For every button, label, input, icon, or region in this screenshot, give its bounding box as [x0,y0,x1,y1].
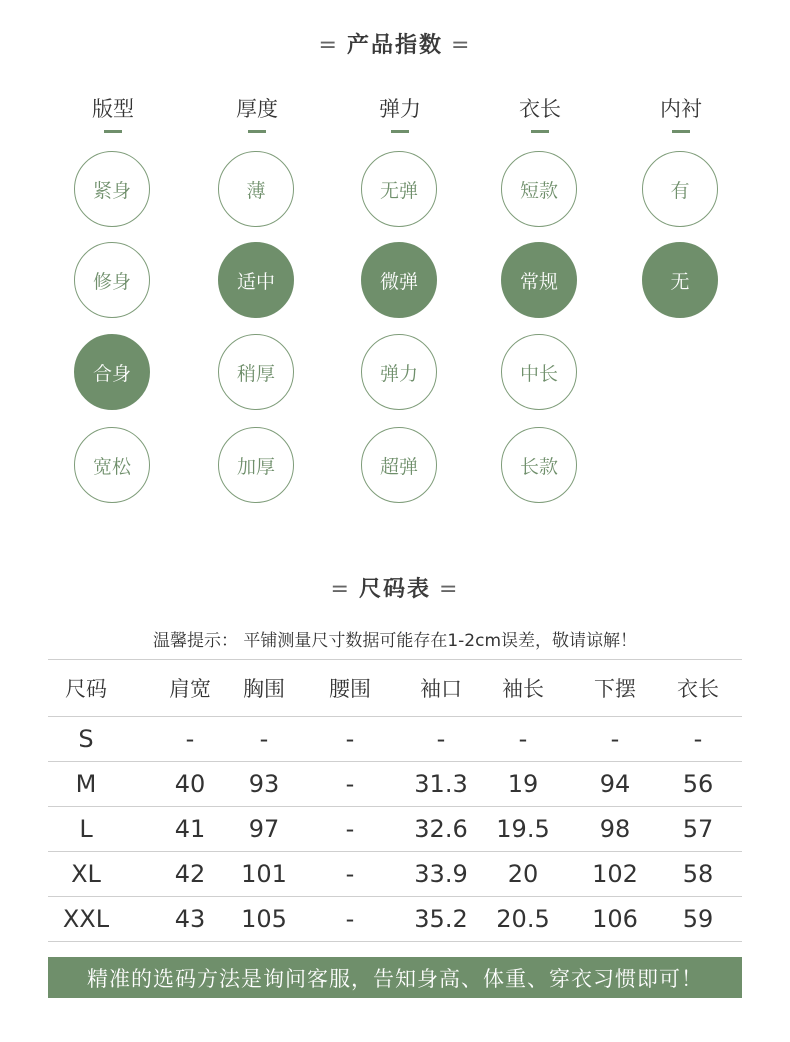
index-column-underline [391,130,409,133]
table-cell: 57 [682,815,714,843]
index-column [641,96,721,293]
table-cell: 102 [592,860,638,888]
title-decoration-left: = [330,577,351,602]
table-header-cell: 尺码 [65,677,107,701]
table-row [48,806,742,851]
table-cell: 97 [248,815,280,843]
table-cell: 43 [174,905,206,933]
table-cell: 101 [241,860,287,888]
index-option-selected: 适中 [218,242,294,318]
index-option-selected: 常规 [501,242,577,318]
index-option: 修身 [74,242,150,318]
table-cell: - [345,725,355,753]
index-column-underline [248,130,266,133]
table-cell: 42 [174,860,206,888]
index-option: 弹力 [361,334,437,410]
table-header-cell: 衣长 [677,677,719,701]
index-option: 无弹 [361,151,437,227]
index-column [217,96,297,478]
table-cell: - [436,725,446,753]
table-cell: - [610,725,620,753]
index-option-selected: 合身 [74,334,150,410]
index-option: 宽松 [74,427,150,503]
table-cell: - [693,725,703,753]
table-cell: - [185,725,195,753]
index-option: 中长 [501,334,577,410]
size-table [48,659,742,942]
table-cell: 32.6 [414,815,468,843]
index-option: 长款 [501,427,577,503]
table-cell: 33.9 [414,860,468,888]
index-column-underline [531,130,549,133]
size-chart-title [0,572,790,603]
table-header-cell: 下摆 [594,677,636,701]
index-column-title: 内衬 [660,97,702,121]
title-decoration-right: = [451,33,472,58]
index-column-title: 厚度 [236,97,278,121]
index-option-selected: 微弹 [361,242,437,318]
table-cell: 40 [174,770,206,798]
table-cell: 19 [507,770,539,798]
table-cell: 106 [592,905,638,933]
table-row [48,851,742,896]
index-column-title: 弹力 [379,97,421,121]
index-option: 紧身 [74,151,150,227]
table-cell: 105 [241,905,287,933]
title-decoration-left: = [318,33,339,58]
table-cell: 56 [682,770,714,798]
table-cell: M [75,770,97,798]
title-decoration-right: = [439,577,460,602]
product-index-grid [0,96,790,516]
measurement-tip: 温馨提示： 平铺测量尺寸数据可能存在1-2cm误差，敬请谅解！ [152,631,638,651]
index-column [73,96,153,478]
table-cell: 58 [682,860,714,888]
sizing-advice-banner: 精准的选码方法是询问客服，告知身高、体重、穿衣习惯即可！ [48,957,742,998]
table-cell: XXL [62,905,110,933]
table-cell: - [345,815,355,843]
table-header-cell: 肩宽 [169,677,211,701]
index-column [360,96,440,478]
table-cell: 41 [174,815,206,843]
index-option: 有 [642,151,718,227]
table-cell: - [345,860,355,888]
index-column-title: 衣长 [519,97,561,121]
table-row [48,761,742,806]
table-row [48,896,742,942]
table-cell: 98 [599,815,631,843]
index-column-title: 版型 [92,97,134,121]
table-cell: 94 [599,770,631,798]
table-cell: XL [71,860,101,888]
index-option: 短款 [501,151,577,227]
table-cell: 35.2 [414,905,468,933]
table-header-row [48,659,742,716]
table-cell: 59 [682,905,714,933]
table-row [48,716,742,761]
table-cell: 19.5 [496,815,550,843]
table-cell: 20.5 [496,905,550,933]
index-option-selected: 无 [642,242,718,318]
product-index-title-text: 产品指数 [346,33,443,58]
product-index-title [0,28,790,59]
table-cell: 31.3 [414,770,468,798]
table-cell: 20 [507,860,539,888]
table-cell: S [78,725,94,753]
index-option: 加厚 [218,427,294,503]
index-option: 超弹 [361,427,437,503]
table-header-cell: 袖口 [420,677,462,701]
table-cell: - [259,725,269,753]
index-column-underline [672,130,690,133]
size-chart-title-text: 尺码表 [358,577,431,602]
index-column-underline [104,130,122,133]
table-cell: 93 [248,770,280,798]
table-header-cell: 胸围 [243,677,285,701]
index-option: 薄 [218,151,294,227]
table-cell: - [345,905,355,933]
index-option: 稍厚 [218,334,294,410]
table-cell: L [79,815,93,843]
table-header-cell: 腰围 [329,677,371,701]
table-cell: - [345,770,355,798]
index-column [500,96,580,478]
table-header-cell: 袖长 [502,677,544,701]
table-cell: - [518,725,528,753]
